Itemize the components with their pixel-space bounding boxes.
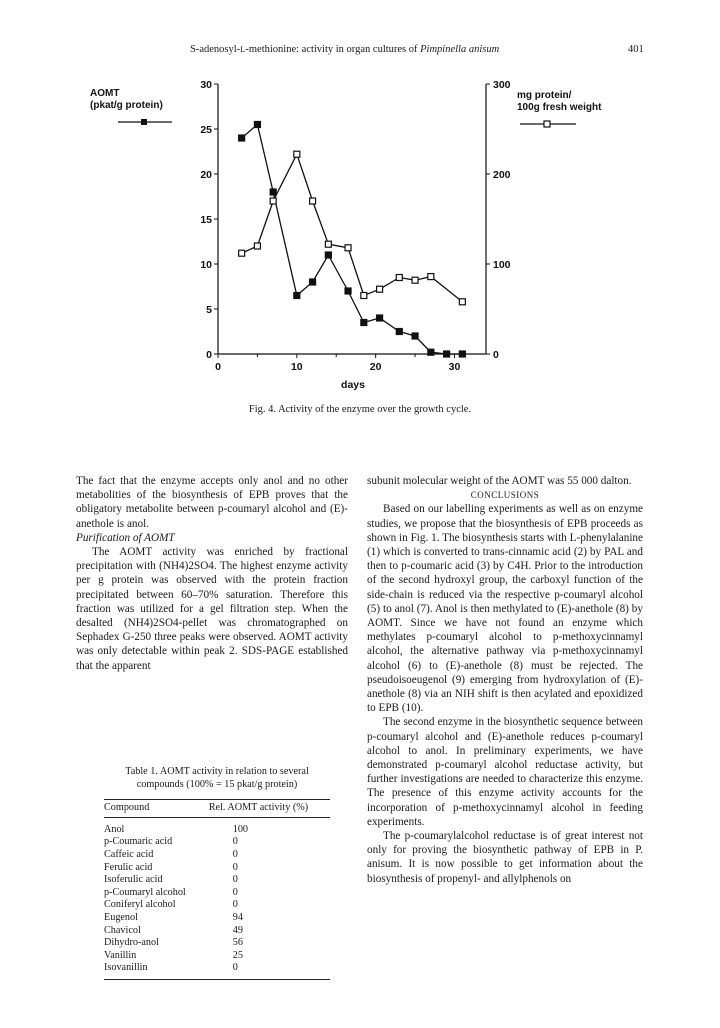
table-1 — [104, 766, 330, 980]
table-row — [104, 862, 330, 875]
y-left-tick-label: 5 — [206, 304, 212, 316]
table-row — [104, 817, 330, 836]
right-axis-label-line2: 100g fresh weight — [517, 102, 602, 113]
right-para-3: The second enzyme in the biosynthetic sequence between p-coumaryl alcohol and (E)-anethole reduces p-coumaryl alcohol to anol. In preliminary experiments, we have demonstrated p-coumaryl alcohol reductase activity, but further investigations are needed to characterize this enzyme. The presence of this enzyme activity accounts for the incorporation of p-methoxycinnamyl alcohol in feeding experiments. — [367, 716, 643, 828]
aomt-point — [270, 189, 276, 195]
table-cell-compound: p-Coumaryl alcohol — [104, 886, 186, 898]
table-cell-activity: 0 — [203, 962, 330, 979]
protein-point — [270, 198, 276, 204]
table-row — [104, 962, 330, 979]
axes — [200, 79, 510, 373]
table-cell-compound: Isoferulic acid — [104, 874, 163, 886]
y-left-tick-label: 10 — [200, 259, 212, 271]
x-tick-label: 20 — [369, 361, 382, 373]
page-number: 401 — [628, 44, 644, 55]
left-axis-label-line2: (pkat/g protein) — [90, 100, 163, 111]
table-cell-activity: 56 — [232, 937, 243, 949]
table-cell-activity: 0 — [232, 874, 238, 886]
table-caption: Table 1. AOMT activity in relation to several compounds (100% = 15 pkat/g protein) — [125, 766, 309, 790]
protein-point — [377, 286, 383, 292]
right-para-1: subunit molecular weight of the AOMT was 55 000 dalton. — [367, 475, 632, 487]
right-column — [367, 474, 643, 886]
protein-point — [459, 299, 465, 305]
table-cell-activity: 25 — [232, 949, 243, 961]
y-right-tick-label: 200 — [493, 169, 511, 181]
y-left-tick-label: 25 — [200, 124, 212, 136]
table-row — [104, 836, 330, 849]
table-row — [104, 925, 330, 938]
table-cell-activity: 49 — [232, 924, 243, 936]
table-row — [104, 887, 330, 900]
left-para-2: The AOMT activity was enriched by fractional precipitation with (NH4)2SO4. The highest enzyme activity per g protein was observed with the protein fraction precipitated between 60–70% saturation. Therefore this fraction was utilized for a gel filtration step. When the desalted (NH4)2SO4-pellet was chromatographed on Sephadex G-250 three peaks were observed. AOMT activity was only detectable within peak 2. SDS-PAGE established that the apparent — [76, 546, 348, 672]
running-title-part: S-adenosyl- — [190, 44, 241, 55]
aomt-activity-line — [242, 125, 463, 355]
table-cell-compound: Chavicol — [104, 924, 141, 936]
protein-point — [310, 198, 316, 204]
table-row — [104, 874, 330, 887]
y-right-tick-label: 0 — [493, 349, 499, 361]
table-cell-activity: 0 — [232, 899, 238, 911]
table-cell-activity: 0 — [232, 836, 238, 848]
table-header-compound: Compound — [104, 800, 203, 818]
table-cell-compound: Dihydro-anol — [104, 937, 159, 949]
protein-point — [412, 277, 418, 283]
left-column — [76, 474, 348, 673]
right-para-4: The p-coumarylalcohol reductase is of great interest not only for proving the biosynthetic pathway of EPB in P. anisum. It is now possible to get information about the biosynthesis of propenyl- and allylphenols on — [367, 830, 643, 885]
table-cell-compound: Ferulic acid — [104, 861, 153, 873]
table-cell-activity: 100 — [232, 823, 248, 835]
table-cell-compound: Eugenol — [104, 911, 138, 923]
aomt-point — [345, 288, 351, 294]
table-cell-compound: Anol — [104, 823, 125, 835]
right-axis-label-line1: mg protein/ — [517, 90, 572, 101]
y-left-tick-label: 20 — [200, 169, 212, 181]
left-axis-label-line1: AOMT — [90, 88, 120, 99]
aomt-point — [428, 349, 434, 355]
figure-caption: Fig. 4. Activity of the enzyme over the growth cycle. — [248, 404, 472, 415]
protein-point — [239, 250, 245, 256]
table-body — [104, 799, 330, 980]
aomt-point — [361, 320, 367, 326]
aomt-point — [396, 329, 402, 335]
aomt-point — [254, 122, 260, 128]
aomt-point — [239, 135, 245, 141]
y-left-tick-label: 30 — [200, 79, 212, 91]
section-subheading: Purification of AOMT — [76, 531, 175, 544]
table-cell-compound: Coniferyl alcohol — [104, 899, 176, 911]
table-row — [104, 950, 330, 963]
protein-point — [325, 241, 331, 247]
y-right-tick-label: 100 — [493, 259, 511, 271]
aomt-point — [325, 252, 331, 258]
aomt-point — [459, 351, 465, 357]
right-para-2: Based on our labelling experiments as well as on enzyme studies, we propose that the biosynthesis of EPB proceeds as shown in Fig. 1. The biosynthesis starts with L-phenylalanine (1) which is converted to trans-cinnamic acid (2) by PAL and then to p-coumaric acid (3) by C4H. Prior to the introduction of the second hydroxyl group, the carboxyl function of the side-chain is reduced via the respective p-coumaryl alcohol (5) to anol (7). Anol is then methylated to (E)-anethole (8) by AOMT. Since we have not found an enzyme which methylates p-coumaryl alcohol to p-methoxycinnamyl alcohol, the alternative pathway via p-methoxycinnamyl alcohol (6) to (E)-anethole (8) must be rejected. The pseudoisoeugenol (9) emerging from hydroxylation of (E)-anethole (8) via an NIH shift is then acylated and epoxidized to EPB (10). — [367, 503, 643, 715]
section-heading: CONCLUSIONS — [470, 490, 540, 501]
running-title-smallcap: L — [240, 44, 246, 54]
table-cell-activity: 0 — [232, 886, 238, 898]
running-title-species: Pimpinella anisum — [420, 44, 500, 55]
table-row — [104, 849, 330, 862]
y-left-tick-label: 0 — [206, 349, 212, 361]
running-title-part: -methionine: activity in organ cultures of — [245, 44, 421, 55]
table-row — [104, 899, 330, 912]
protein-point — [396, 275, 402, 281]
table-cell-activity: 0 — [232, 848, 238, 860]
aomt-point — [310, 279, 316, 285]
x-tick-label: 0 — [215, 361, 221, 373]
aomt-point — [294, 293, 300, 299]
table-cell-compound: Caffeic acid — [104, 848, 154, 860]
table-row — [104, 912, 330, 925]
table-cell-compound: Isovanillin — [104, 962, 203, 979]
x-tick-label: 30 — [448, 361, 461, 373]
protein-point — [294, 151, 300, 157]
legend-right — [520, 121, 576, 127]
table-header-activity: Rel. AOMT activity (%) — [203, 800, 330, 818]
protein-point — [428, 274, 434, 280]
y-left-tick-label: 15 — [200, 214, 212, 226]
table-row — [104, 937, 330, 950]
aomt-point — [377, 315, 383, 321]
protein-point — [345, 245, 351, 251]
table-cell-activity: 94 — [232, 911, 243, 923]
series — [239, 122, 466, 358]
table-cell-compound: p-Coumaric acid — [104, 836, 173, 848]
protein-point — [361, 293, 367, 299]
activity-chart — [0, 0, 720, 400]
x-tick-label: 10 — [290, 361, 303, 373]
table-cell-compound: Vanillin — [104, 949, 137, 961]
aomt-point — [444, 351, 450, 357]
table-cell-activity: 0 — [232, 861, 238, 873]
x-axis-title: days — [341, 379, 365, 391]
protein-point — [254, 243, 260, 249]
y-right-tick-label: 300 — [493, 79, 511, 91]
legend-left — [118, 119, 172, 125]
left-para-1: The fact that the enzyme accepts only anol and no other metabolities of the biosynthesis of EPB proves that the obligatory metabolite between p-coumaryl alcohol and (E)-anethole is anol. — [76, 475, 348, 530]
aomt-point — [412, 333, 418, 339]
